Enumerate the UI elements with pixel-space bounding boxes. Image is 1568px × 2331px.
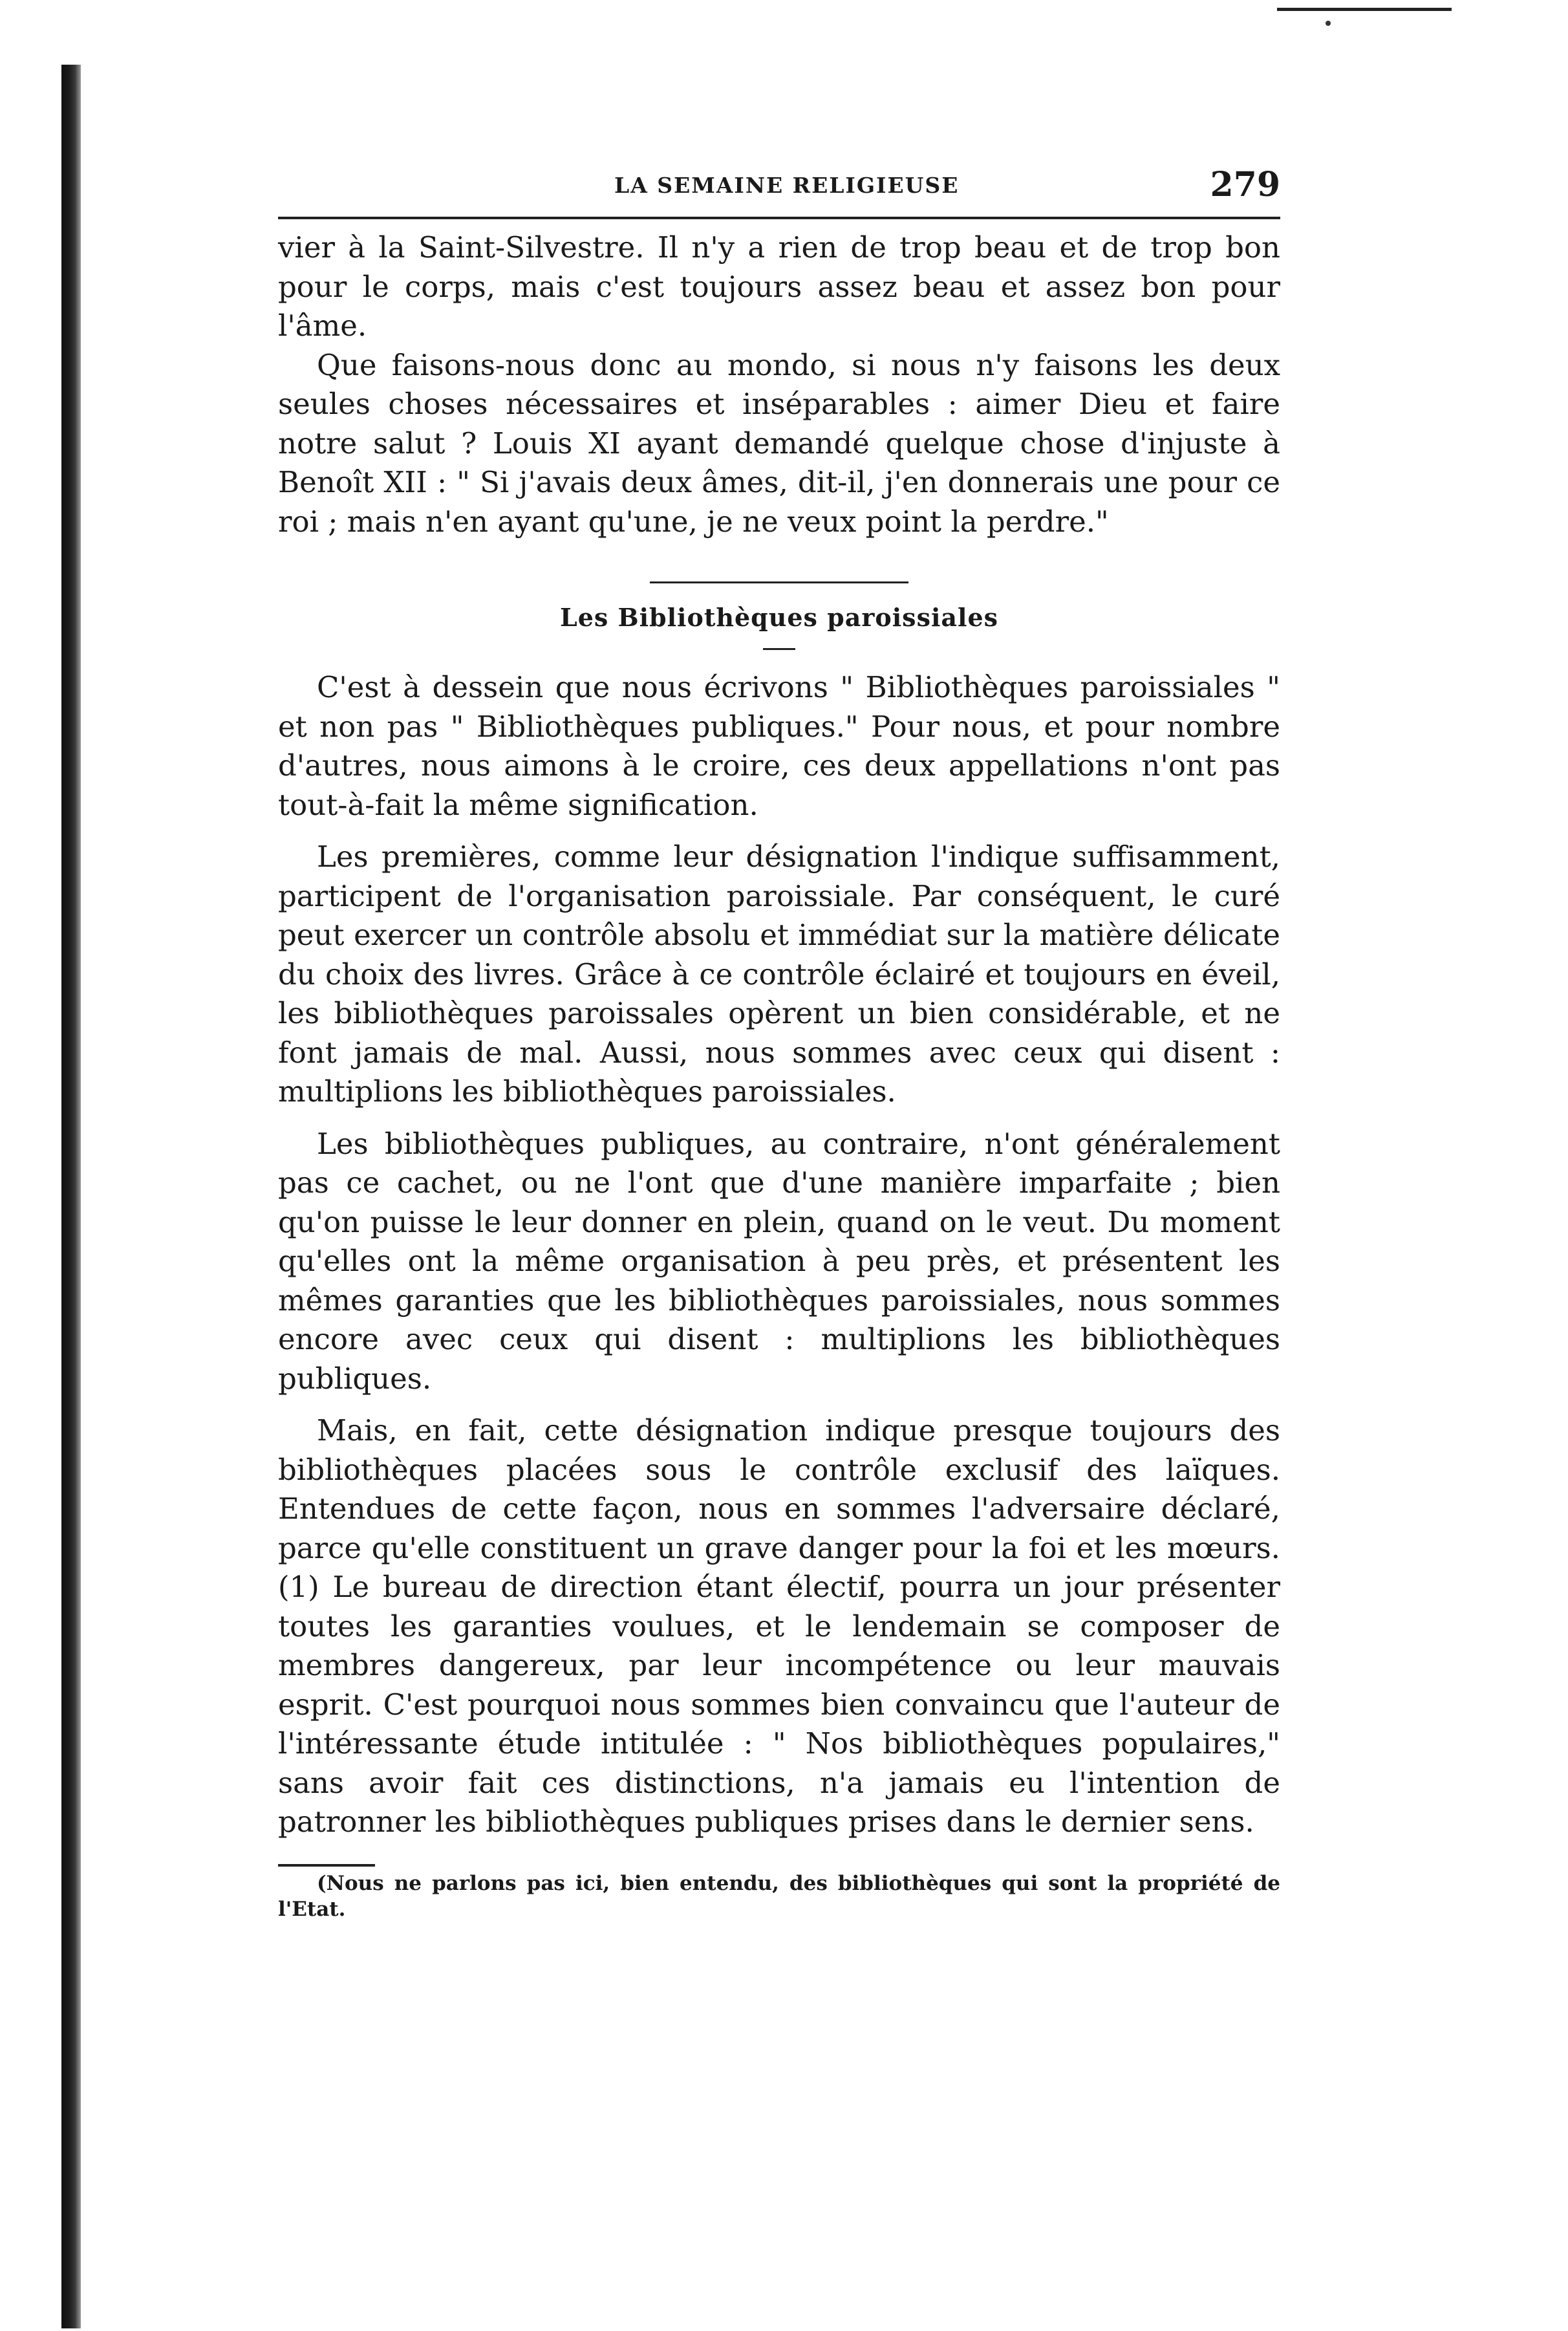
paragraph: Mais, en fait, cette désignation indique presque toujours des bibliothèques placées sous le contrôle exclusif des laïques. Entendues de cette façon, nous en sommes l'adversaire déclaré, parce qu'elle constituent un grave danger pour la foi et les mœurs. (1) Le bureau de direction étant électif, pourra un jour présenter toutes les garanties voulues, et le lendemain se composer de membres dangereux, par leur incompétence ou leur mauvais esprit. C'est pourquoi nous sommes bien convaincu que l'auteur de l'intéressante étude intitulée : " Nos bibliothèques populaires," sans avoir fait ces distinctions, n'a jamais eu l'intention de patronner les bibliothèques publiques prises dans le dernier sens. — [278, 1413, 1280, 1839]
corner-mark — [1277, 8, 1452, 11]
section-title: Les Bibliothèques paroissiales — [559, 603, 999, 632]
running-head — [278, 165, 1280, 217]
page-number: 279 — [1210, 165, 1280, 204]
page-content — [278, 165, 1280, 1922]
title-underline — [763, 648, 795, 650]
footnote: (Nous ne parlons pas ici, bien entendu, des bibliothèques qui sont la propriété de l'Etat. — [278, 1871, 1280, 1921]
section-divider — [650, 581, 908, 583]
paragraph-continued: vier à la Saint-Silvestre. Il n'y a rien de trop beau et de trop bon pour le corps, mais c'est toujours assez beau et assez bon pour l'âme. — [278, 230, 1280, 343]
paragraph: Que faisons-nous donc au mondo, si nous n'y faisons les deux seules choses nécessaires et inséparables : aimer Dieu et faire notre salut ? Louis XI ayant demandé quelque chose d'injuste à Benoît XII : " Si j'avais deux âmes, dit-il, j'en donnerais une pour ce roi ; mais n'en ayant qu'une, je ne veux point la perdre." — [278, 347, 1280, 539]
book-binding-edge — [61, 65, 81, 2328]
paragraph: Les bibliothèques publiques, au contraire, n'ont généralement pas ce cachet, ou ne l'ont que d'une manière imparfaite ; bien qu'on puisse le leur donner en plein, quand on le veut. Du moment qu'elles ont la même organisation à peu près, et présentent les mêmes garanties que les bibliothèques paroissiales, nous sommes encore avec ceux qui disent : multiplions les bibliothèques publiques. — [278, 1126, 1280, 1396]
paragraph: C'est à dessein que nous écrivons " Bibliothèques paroissiales " et non pas " Bibliothèques publiques." Pour nous, et pour nombre d'autres, nous aimons à le croire, ces deux appellations n'ont pas tout-à-fait la même signification. — [278, 670, 1280, 822]
corner-dot — [1326, 21, 1331, 26]
running-title: LA SEMAINE RELIGIEUSE — [614, 173, 960, 198]
paragraph: Les premières, comme leur désignation l'indique suffisamment, participent de l'organisation paroissiale. Par conséquent, le curé peut exercer un contrôle absolu et immédiat sur la matière délicate du choix des livres. Grâce à ce contrôle éclairé et toujours en éveil, les bibliothèques paroissales opèrent un bien considérable, et ne font jamais de mal. Aussi, nous sommes avec ceux qui disent : multiplions les bibliothèques paroissiales. — [278, 840, 1280, 1109]
footnote-rule — [278, 1864, 375, 1867]
header-rule — [278, 217, 1280, 219]
